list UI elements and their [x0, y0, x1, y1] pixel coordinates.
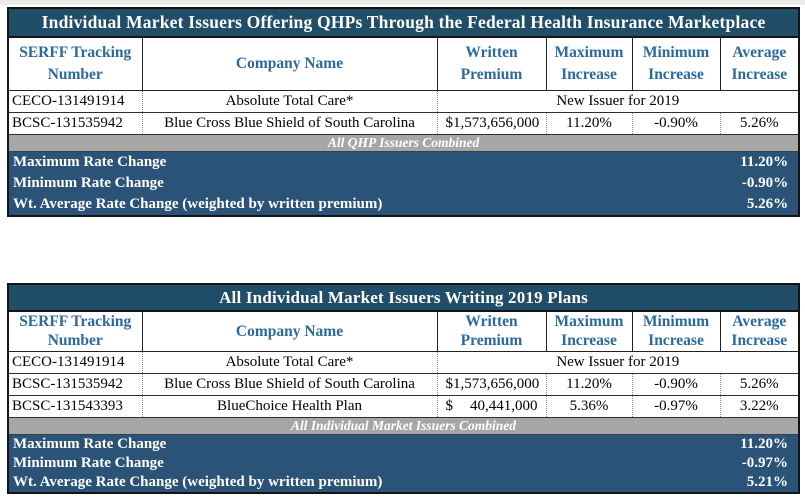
serff-cell: BCSC-131535942 [8, 113, 142, 135]
summary-value: 11.20% [720, 434, 799, 454]
company-cell: Absolute Total Care* [142, 91, 437, 113]
serff-cell: CECO-131491914 [8, 91, 142, 113]
serff-cell: BCSC-131535942 [8, 373, 142, 395]
premium-amount: 1,573,656,000 [453, 115, 540, 131]
column-header-avg-increase [720, 311, 799, 351]
header-line: Written [465, 43, 518, 61]
min-increase-cell: -0.90% [632, 113, 720, 135]
table-row [8, 91, 799, 113]
header-line: Average [732, 313, 787, 330]
summary-row [8, 473, 799, 493]
company-cell: BlueChoice Health Plan [142, 395, 437, 417]
header-line: Increase [731, 66, 788, 83]
table-row [8, 373, 799, 395]
premium-cell [437, 373, 546, 395]
summary-label: Minimum Rate Change [8, 454, 720, 473]
max-increase-cell: 11.20% [546, 373, 632, 395]
column-header-max-increase [546, 311, 632, 351]
avg-increase-cell: 5.26% [720, 373, 799, 395]
premium-cell [437, 113, 546, 135]
table-title: Individual Market Issuers Offering QHPs Through the Federal Health Insurance Marketplace [8, 8, 799, 37]
column-header-premium [437, 37, 546, 91]
header-line: Increase [648, 66, 704, 83]
combined-band-label: All Individual Market Issuers Combined [8, 417, 799, 434]
avg-increase-cell: 5.26% [720, 113, 799, 135]
table-row [8, 395, 799, 417]
company-cell: Absolute Total Care* [142, 351, 437, 373]
column-header-serff [8, 37, 142, 91]
premium-amount: 1,573,656,000 [453, 375, 540, 392]
header-line: SERFF Tracking [19, 43, 132, 61]
header-line: SERFF Tracking [19, 313, 132, 330]
all-issuers-table [7, 283, 800, 494]
column-header-avg-increase [720, 37, 799, 91]
summary-row [8, 152, 799, 174]
summary-label: Maximum Rate Change [8, 434, 720, 454]
header-line: Minimum [642, 43, 710, 61]
header-line: Premium [460, 332, 523, 350]
summary-row [8, 173, 799, 194]
table-row [8, 113, 799, 135]
table-row [8, 351, 799, 373]
max-increase-cell: 5.36% [546, 395, 632, 417]
premium-amount: 40,441,000 [470, 397, 538, 414]
summary-value: -0.97% [720, 454, 799, 473]
dollar-sign: $ [445, 375, 453, 392]
qhp-issuers-table [7, 7, 800, 217]
dollar-sign: $ [445, 115, 453, 131]
summary-label: Wt. Average Rate Change (weighted by written premium) [8, 473, 720, 493]
summary-value: 11.20% [720, 152, 799, 174]
column-header-max-increase [546, 37, 632, 91]
summary-row [8, 434, 799, 454]
header-line: Increase [731, 332, 788, 350]
min-increase-cell: -0.90% [632, 373, 720, 395]
new-issuer-note-cell: New Issuer for 2019 [437, 351, 799, 373]
header-line: Company Name [235, 54, 344, 72]
table-title: All Individual Market Issuers Writing 2019 Plans [8, 284, 799, 311]
summary-value: 5.26% [720, 194, 799, 216]
summary-label: Wt. Average Rate Change (weighted by written premium) [8, 194, 720, 216]
column-header-company [142, 311, 437, 351]
column-header-min-increase [632, 311, 720, 351]
summary-value: -0.90% [720, 173, 799, 194]
header-line: Increase [561, 332, 617, 350]
window-top-strip [0, 0, 805, 5]
column-header-min-increase [632, 37, 720, 91]
summary-label: Minimum Rate Change [8, 173, 720, 194]
summary-label: Maximum Rate Change [8, 152, 720, 174]
header-line: Average [732, 43, 787, 61]
combined-band-label: All QHP Issuers Combined [8, 135, 799, 152]
header-line: Number [47, 332, 103, 350]
header-line: Number [47, 66, 103, 83]
serff-cell: BCSC-131543393 [8, 395, 142, 417]
min-increase-cell: -0.97% [632, 395, 720, 417]
summary-value: 5.21% [720, 473, 799, 493]
header-line: Increase [561, 66, 617, 83]
new-issuer-note-cell: New Issuer for 2019 [437, 91, 799, 113]
column-header-serff [8, 311, 142, 351]
serff-cell: CECO-131491914 [8, 351, 142, 373]
header-line: Maximum [554, 43, 624, 61]
premium-cell [437, 395, 546, 417]
header-line: Increase [648, 332, 704, 350]
header-line: Company Name [235, 322, 344, 340]
header-line: Written [465, 313, 518, 330]
summary-row [8, 454, 799, 473]
column-header-company [142, 37, 437, 91]
header-line: Maximum [554, 313, 624, 330]
header-line: Minimum [642, 313, 710, 330]
max-increase-cell: 11.20% [546, 113, 632, 135]
summary-row [8, 194, 799, 216]
header-line: Premium [460, 66, 523, 83]
column-header-premium [437, 311, 546, 351]
company-cell: Blue Cross Blue Shield of South Carolina [142, 373, 437, 395]
company-cell: Blue Cross Blue Shield of South Carolina [142, 113, 437, 135]
avg-increase-cell: 3.22% [720, 395, 799, 417]
dollar-sign: $ [445, 397, 453, 414]
